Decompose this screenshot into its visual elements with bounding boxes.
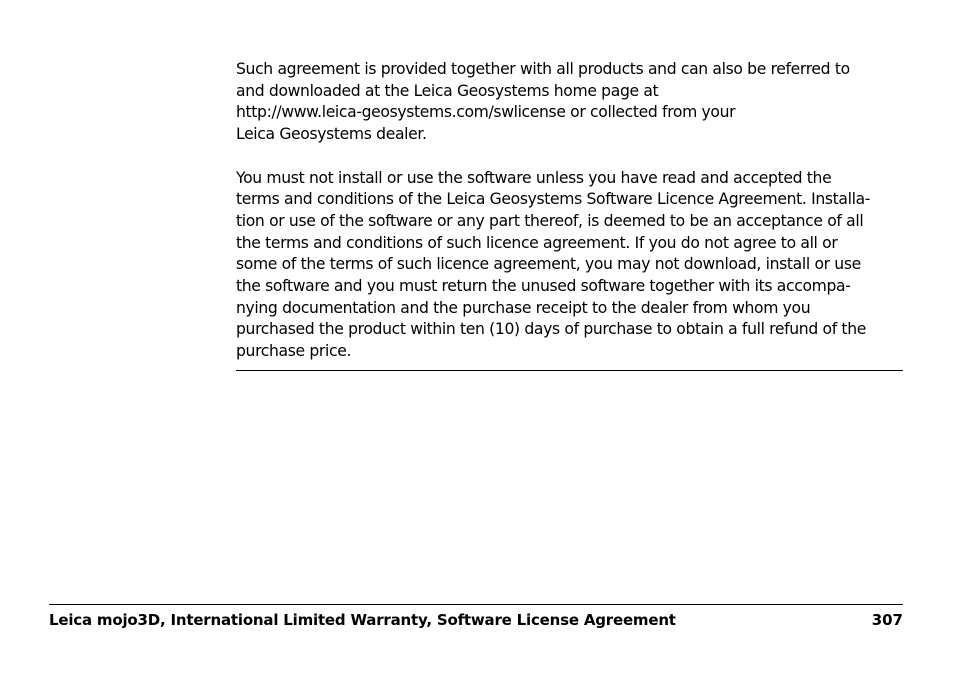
text-line: You must not install or use the software unless you have read and accepted the	[236, 168, 832, 187]
text-line: purchase price.	[236, 342, 352, 361]
text-line: the terms and conditions of such licence agreement. If you do not agree to all or	[236, 233, 838, 252]
text-line: Such agreement is provided together with all products and can also be referred to	[236, 60, 850, 78]
text-line: terms and conditions of the Leica Geosystems Software Licence Agreement. Installa-	[236, 190, 871, 209]
main-content	[236, 59, 903, 363]
footer-divider	[49, 604, 903, 605]
paragraph-spacer	[236, 146, 903, 168]
footer-title: Leica mojo3D, International Limited Warranty, Software License Agreement	[49, 611, 676, 629]
section-end-divider	[236, 370, 903, 371]
text-line: purchased the product within ten (10) days of purchase to obtain a full refund of the	[236, 320, 866, 339]
text-line-url: http://www.leica-geosystems.com/swlicense or collected from your	[236, 103, 736, 122]
text-line: the software and you must return the unused software together with its accompa-	[236, 277, 851, 296]
text-line: some of the terms of such licence agreement, you may not download, install or use	[236, 255, 861, 274]
text-line: Leica Geosystems dealer.	[236, 125, 427, 144]
text-line: and downloaded at the Leica Geosystems home page at	[236, 81, 659, 100]
text-line: nying documentation and the purchase receipt to the dealer from whom you	[236, 298, 811, 317]
paragraph-availability	[236, 59, 903, 146]
paragraph-acceptance	[236, 168, 903, 363]
text-line: tion or use of the software or any part thereof, is deemed to be an acceptance of all	[236, 211, 864, 230]
page-number: 307	[871, 611, 903, 629]
